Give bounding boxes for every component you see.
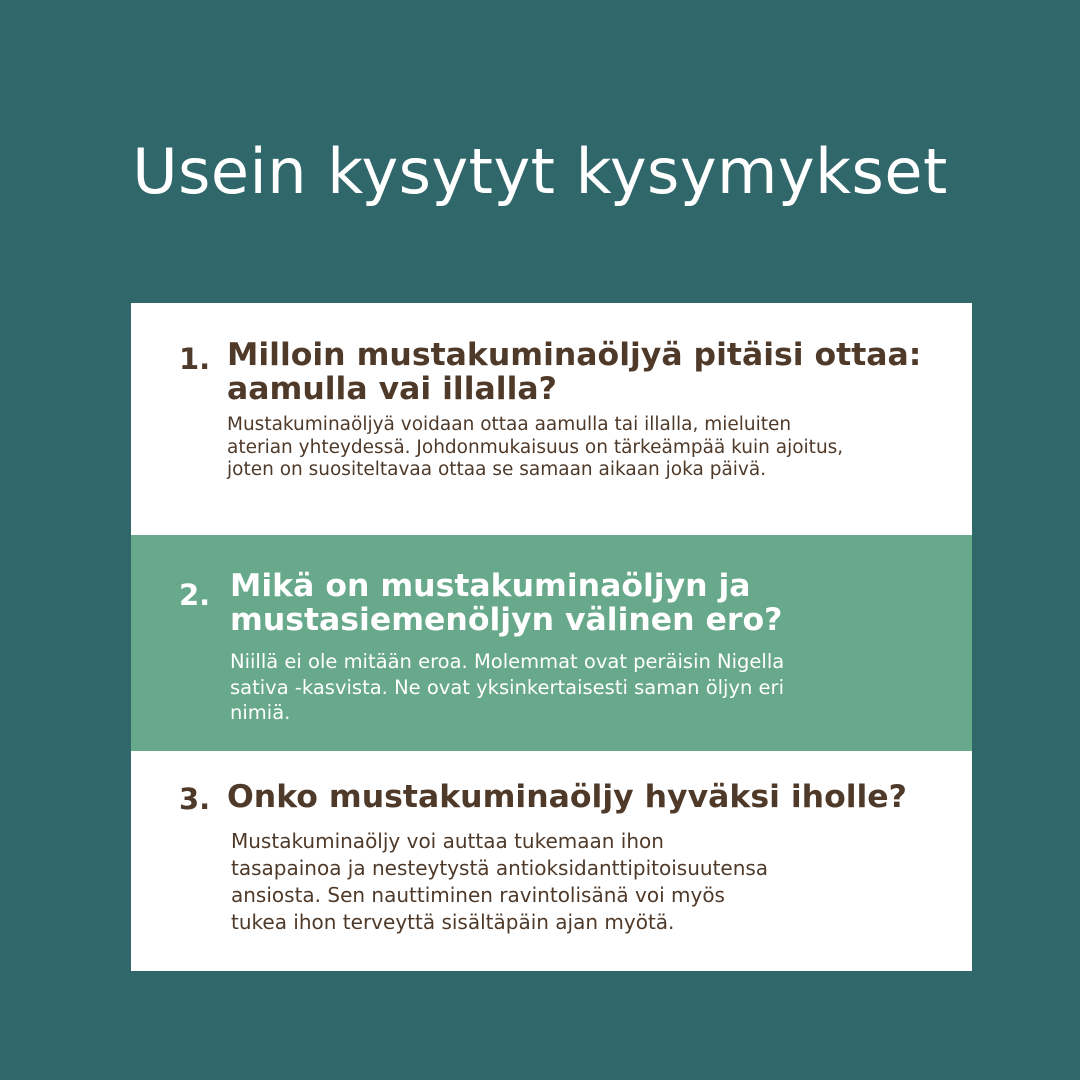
page-title: Usein kysytyt kysymykset: [132, 135, 948, 208]
faq-question-3: [227, 780, 907, 814]
faq-question-2-line-1: Mikä on mustakuminaöljyn ja: [230, 568, 751, 604]
faq-number-3: 3.: [179, 782, 211, 816]
faq-question-2-line-2: mustasiemenöljyn välinen ero?: [230, 602, 783, 638]
faq-number-1: 1.: [179, 342, 211, 376]
faq-answer-3-line-2: tasapainoa ja nesteytystä antioksidanttipitoisuutensa: [231, 856, 769, 880]
faq-answer-2-line-3: nimiä.: [230, 701, 291, 724]
faq-question-1: [227, 338, 921, 406]
faq-item-1: [131, 303, 972, 535]
faq-answer-2: [230, 649, 784, 726]
faq-answer-3-line-4: tukea ihon terveyttä sisältäpäin ajan myötä.: [231, 910, 675, 934]
faq-panel: [131, 303, 972, 971]
faq-answer-3-line-1: Mustakuminaöljy voi auttaa tukemaan ihon: [231, 829, 664, 853]
faq-answer-2-line-1: Niillä ei ole mitään eroa. Molemmat ovat peräisin Nigella: [230, 650, 785, 673]
faq-answer-1-line-3: joten on suositeltavaa ottaa se samaan aikaan joka päivä.: [227, 459, 767, 480]
faq-question-2: [230, 569, 782, 637]
faq-answer-1-line-1: Mustakuminaöljyä voidaan ottaa aamulla tai illalla, mieluiten: [227, 414, 792, 435]
faq-answer-1: [227, 414, 843, 482]
faq-answer-3: [231, 828, 768, 936]
faq-question-1-line-2: aamulla vai illalla?: [227, 371, 557, 407]
faq-item-2: [131, 535, 972, 751]
faq-answer-1-line-2: aterian yhteydessä. Johdonmukaisuus on tärkeämpää kuin ajoitus,: [227, 436, 844, 458]
faq-number-2: 2.: [179, 578, 211, 612]
faq-question-1-line-1: Milloin mustakuminaöljyä pitäisi ottaa:: [227, 337, 922, 373]
faq-question-3-line-1: Onko mustakuminaöljy hyväksi iholle?: [227, 779, 907, 815]
faq-answer-2-line-2: sativa -kasvista. Ne ovat yksinkertaisesti saman öljyn eri: [230, 675, 784, 699]
faq-answer-3-line-3: ansiosta. Sen nauttiminen ravintolisänä voi myös: [231, 883, 725, 907]
faq-item-3: [131, 751, 972, 971]
